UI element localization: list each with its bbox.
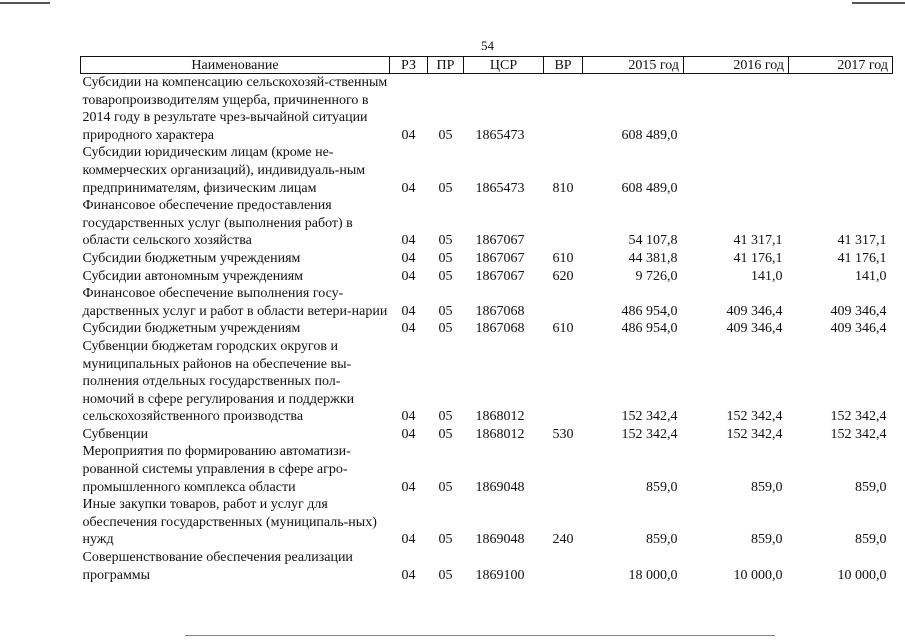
- header-pr: ПР: [428, 57, 464, 74]
- row-pr: 05: [438, 426, 453, 442]
- row-csr: 1868012: [475, 426, 525, 442]
- row-name: Субсидии бюджетным учреждениям: [82, 321, 301, 337]
- row-rz: 04: [401, 127, 416, 143]
- row-amount-2017: 409 346,4: [830, 321, 887, 337]
- row-vr: [544, 74, 583, 145]
- row-amount-2015: 608 489,0: [621, 180, 678, 196]
- row-amount-2016: 859,0: [751, 479, 783, 495]
- row-pr: 05: [438, 127, 453, 143]
- row-name: Иные закупки товаров, работ и услуг для обеспечения государственных (муниципаль-ных) нужд: [82, 497, 377, 548]
- row-rz: 04: [401, 479, 416, 495]
- table-row: [81, 197, 893, 250]
- row-pr: 05: [438, 303, 453, 319]
- row-amount-2017: 409 346,4: [830, 303, 887, 319]
- row-amount-2017: 859,0: [855, 479, 887, 495]
- row-rz: 04: [401, 426, 416, 442]
- row-vr: [544, 197, 583, 250]
- table-body: [81, 74, 893, 585]
- row-name: Мероприятия по формированию автоматизи-рованной системы управления в сфере агро-промышленного комплекса области: [82, 444, 351, 495]
- scan-edge-line-right: [852, 2, 905, 4]
- row-rz: 04: [401, 321, 416, 337]
- row-name: Финансовое обеспечение выполнения госу-дарственных услуг и работ в области ветери-нарии: [82, 286, 388, 319]
- row-name: Субсидии бюджетным учреждениям: [82, 250, 301, 266]
- row-pr: 05: [438, 409, 453, 425]
- row-csr: 1865473: [475, 180, 525, 196]
- row-vr: 530: [552, 426, 574, 442]
- row-rz: 04: [401, 233, 416, 249]
- row-amount-2015: 486 954,0: [621, 321, 678, 337]
- row-amount-2015: 9 726,0: [635, 268, 678, 284]
- table-row: [81, 426, 893, 444]
- row-amount-2015: 54 107,8: [628, 233, 678, 249]
- row-pr: 05: [438, 321, 453, 337]
- row-amount-2017: 141,0: [855, 268, 887, 284]
- table-row: [81, 549, 893, 584]
- row-amount-2016: 859,0: [751, 532, 783, 548]
- row-amount-2017: 152 342,4: [830, 426, 887, 442]
- row-csr: 1869048: [475, 479, 525, 495]
- row-rz: 04: [401, 532, 416, 548]
- table-row: [81, 338, 893, 426]
- row-pr: 05: [438, 479, 453, 495]
- scan-edge-line-left: [0, 2, 50, 4]
- table-row: [81, 496, 893, 549]
- table-row: [81, 443, 893, 496]
- row-vr: [544, 443, 583, 496]
- row-amount-2016: 41 176,1: [733, 250, 783, 266]
- row-rz: 04: [401, 250, 416, 266]
- row-rz: 04: [401, 409, 416, 425]
- row-csr: 1865473: [475, 127, 525, 143]
- header-rz: РЗ: [390, 57, 428, 74]
- row-pr: 05: [438, 250, 453, 266]
- row-amount-2016: [684, 74, 789, 145]
- row-amount-2016: 409 346,4: [726, 303, 783, 319]
- table-row: [81, 250, 893, 268]
- row-csr: 1868012: [475, 409, 525, 425]
- table-header-row: [81, 57, 893, 74]
- table-row: [81, 144, 893, 197]
- header-vr: ВР: [544, 57, 583, 74]
- row-amount-2017: 41 317,1: [837, 233, 887, 249]
- row-rz: 04: [401, 567, 416, 583]
- row-name: Субсидии автономным учреждениям: [82, 268, 304, 284]
- row-csr: 1869048: [475, 532, 525, 548]
- row-amount-2017: 859,0: [855, 532, 887, 548]
- row-csr: 1867067: [475, 250, 525, 266]
- row-amount-2016: 41 317,1: [733, 233, 783, 249]
- row-pr: 05: [438, 233, 453, 249]
- row-amount-2017: [789, 144, 893, 197]
- row-name: Субвенции бюджетам городских округов и муниципальных районов на обеспечение вы-полнения отдельных государственных пол-номочий в сфере регулирования и поддержки сельскохозяйственного производства: [82, 338, 355, 425]
- row-amount-2017: [789, 74, 893, 145]
- row-vr: [544, 338, 583, 426]
- row-vr: [544, 285, 583, 320]
- row-amount-2016: 10 000,0: [733, 567, 783, 583]
- table-row: [81, 320, 893, 338]
- row-amount-2015: 152 342,4: [621, 426, 678, 442]
- row-vr: 610: [552, 250, 574, 266]
- row-amount-2015: 486 954,0: [621, 303, 678, 319]
- row-rz: 04: [401, 180, 416, 196]
- table-row: [81, 74, 893, 145]
- row-amount-2015: 18 000,0: [628, 567, 678, 583]
- row-amount-2015: 859,0: [646, 532, 678, 548]
- row-rz: 04: [401, 268, 416, 284]
- header-csr: ЦСР: [464, 57, 544, 74]
- budget-table: [80, 56, 893, 584]
- row-pr: 05: [438, 567, 453, 583]
- row-amount-2017: 10 000,0: [837, 567, 887, 583]
- row-amount-2015: 152 342,4: [621, 409, 678, 425]
- row-amount-2016: 152 342,4: [726, 426, 783, 442]
- row-csr: 1869100: [475, 567, 525, 583]
- row-name: Совершенствование обеспечения реализации программы: [82, 550, 353, 583]
- row-amount-2016: 141,0: [751, 268, 783, 284]
- row-pr: 05: [438, 268, 453, 284]
- row-amount-2015: 44 381,8: [628, 250, 678, 266]
- row-vr: 620: [552, 268, 574, 284]
- row-csr: 1867068: [475, 321, 525, 337]
- row-amount-2016: [684, 144, 789, 197]
- row-name: Субсидии на компенсацию сельскохозяй-ственным товаропроизводителям ущерба, причиненного в 2014 году в результате чрез-вычайной ситуации природного характера: [82, 75, 388, 143]
- row-amount-2017: 152 342,4: [830, 409, 887, 425]
- row-csr: 1867067: [475, 233, 525, 249]
- header-2016: 2016 год: [684, 57, 789, 74]
- header-2017: 2017 год: [789, 57, 893, 74]
- scan-edge-line-bottom: [185, 635, 775, 636]
- row-amount-2015: 859,0: [646, 479, 678, 495]
- row-amount-2015: 608 489,0: [621, 127, 678, 143]
- table-row: [81, 268, 893, 286]
- row-name: Субвенции: [82, 426, 149, 442]
- header-2015: 2015 год: [583, 57, 684, 74]
- row-pr: 05: [438, 532, 453, 548]
- row-amount-2016: 409 346,4: [726, 321, 783, 337]
- row-name: Субсидии юридическим лицам (кроме не-коммерческих организаций), индивидуаль-ным предпринимателям, физическим лицам: [82, 145, 366, 196]
- header-name: Наименование: [81, 57, 390, 74]
- row-amount-2017: 41 176,1: [837, 250, 887, 266]
- row-rz: 04: [401, 303, 416, 319]
- table-row: [81, 285, 893, 320]
- row-vr: 810: [552, 180, 574, 196]
- row-name: Финансовое обеспечение предоставления государственных услуг (выполнения работ) в области сельского хозяйства: [82, 198, 353, 249]
- row-pr: 05: [438, 180, 453, 196]
- row-amount-2016: 152 342,4: [726, 409, 783, 425]
- row-vr: 610: [552, 321, 574, 337]
- row-csr: 1867068: [475, 303, 525, 319]
- row-vr: [544, 549, 583, 584]
- row-vr: 240: [552, 532, 574, 548]
- row-csr: 1867067: [475, 268, 525, 284]
- page-number: 54: [481, 38, 494, 53]
